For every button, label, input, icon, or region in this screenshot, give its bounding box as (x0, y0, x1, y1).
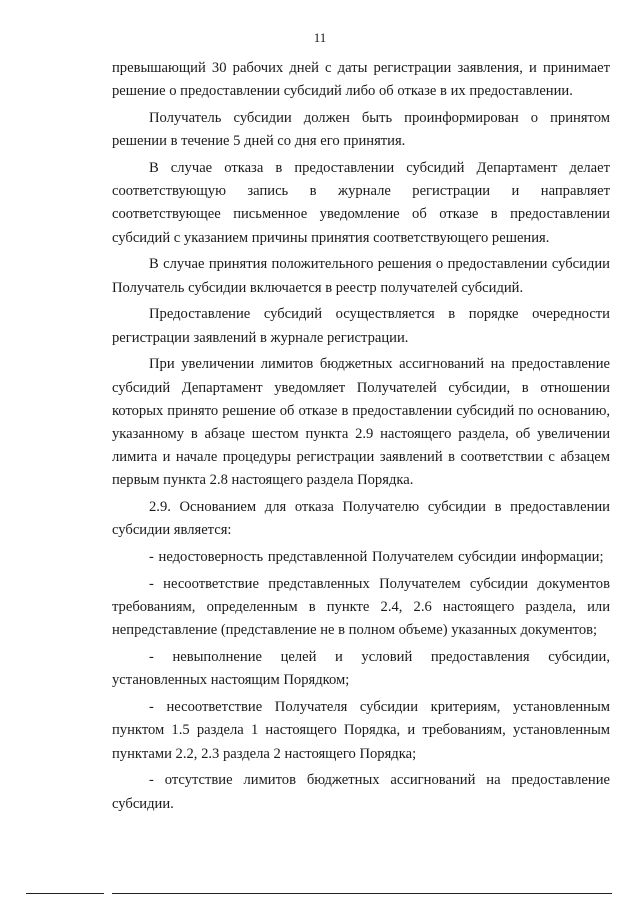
document-body (112, 57, 610, 819)
footer-divider-right (112, 893, 612, 894)
list-item-documents-mismatch: - несоответствие представленных Получателем субсидии документов требованиям, определенным в пункте 2.4, 2.6 настоящего раздела, или непредставление (представление не в полном объеме) указанных документов; (112, 576, 610, 639)
page-number: 11 (313, 30, 327, 45)
paragraph-limit-increase: При увеличении лимитов бюджетных ассигнований на предоставление субсидий Департамент уведомляет Получателей субсидии, в отношении которых принято решение об отказе в предоставлении субсидий по основанию, указанному в абзаце шестом пункта 2.9 настоящего раздела, об увеличении лимита и начале процедуры регистрации заявлений в соответствии с абзацем первым пункта 2.8 настоящего раздела Порядка. (112, 356, 610, 489)
paragraph-order-of-provision: Предоставление субсидий осуществляется в порядке очередности регистрации заявлений в журнале регистрации. (112, 306, 610, 346)
paragraph-positive-decision: В случае принятия положительного решения о предоставлении субсидии Получатель субсидии включается в реестр получателей субсидий. (112, 256, 610, 296)
paragraph-refusal-record: В случае отказа в предоставлении субсидий Департамент делает соответствующую запись в журнале регистрации и направляет соответствующее письменное уведомление об отказе в предоставлении субсидий с указанием причины принятия соответствующего решения. (112, 160, 610, 246)
paragraph-notification-deadline: Получатель субсидии должен быть проинформирован о принятом решении в течение 5 дней со дня его принятия. (112, 110, 610, 150)
paragraph-continuation: превышающий 30 рабочих дней с даты регистрации заявления, и принимает решение о предоставлении субсидий либо об отказе в их предоставлении. (112, 60, 610, 100)
paragraph-section-2-9: 2.9. Основанием для отказа Получателю субсидии в предоставлении субсидии является: (112, 499, 610, 539)
list-item-unreliable-info: - недостоверность представленной Получателем субсидии информации; (149, 549, 604, 566)
footer-divider-left (26, 893, 104, 894)
list-item-conditions-not-met: - невыполнение целей и условий предоставления субсидии, установленных настоящим Порядком; (112, 649, 610, 689)
list-item-no-budget-limits: - отсутствие лимитов бюджетных ассигнований на предоставление субсидии. (112, 772, 610, 812)
list-item-criteria-mismatch: - несоответствие Получателя субсидии критериям, установленным пунктом 1.5 раздела 1 настоящего Порядка, и требованиям, установленным пунктами 2.2, 2.3 раздела 2 настоящего Порядка; (112, 699, 610, 762)
